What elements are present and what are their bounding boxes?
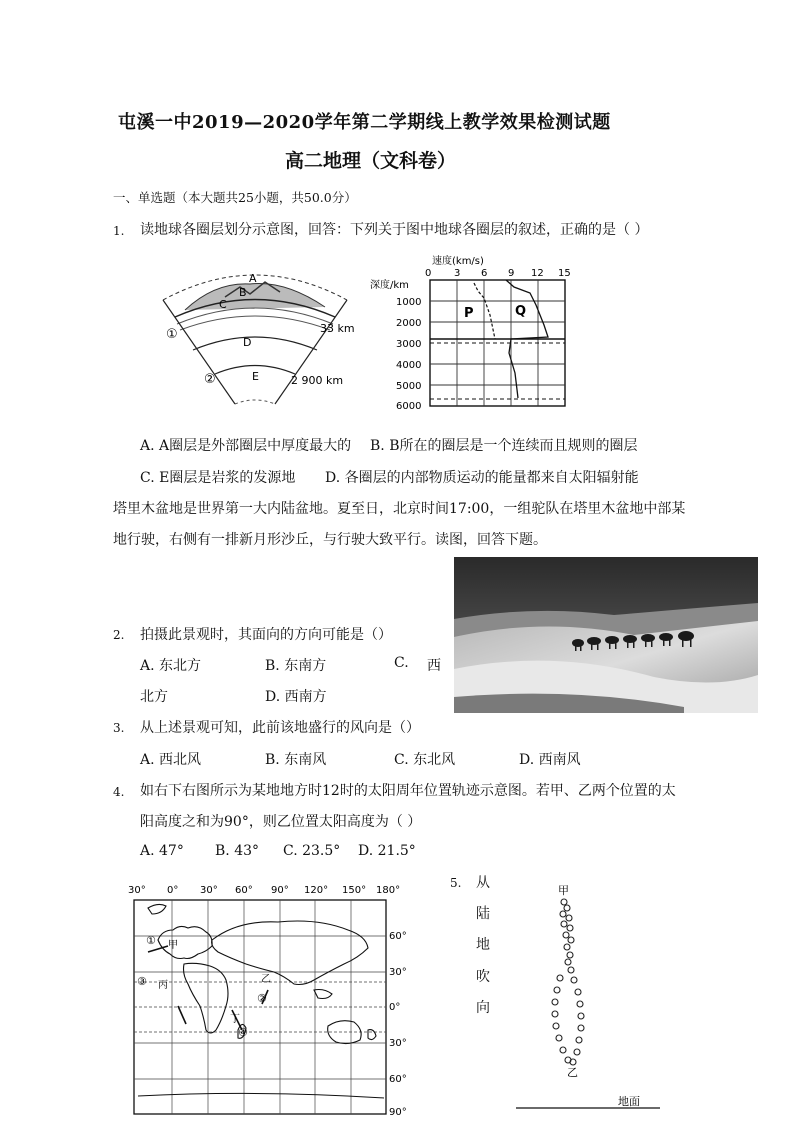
layer-label-e: E <box>252 370 259 383</box>
x-tick-15: 15 <box>558 268 571 279</box>
layer-label-b: B <box>239 286 247 299</box>
q2-option-d: D. 西南方 <box>265 689 327 705</box>
lon-label-150e: 150° <box>342 885 367 896</box>
lon-label-180: 180° <box>376 885 401 896</box>
q2-number: 2. <box>113 628 125 642</box>
marker-4: ④ <box>238 1026 248 1039</box>
q1-stem: 读地球各圈层划分示意图，回答：下列关于图中地球各圈层的叙述，正确的是（ ） <box>140 222 649 238</box>
y-tick-2000: 2000 <box>396 318 422 329</box>
x-tick-0: 0 <box>425 268 432 279</box>
lat-label-60n: 60° <box>389 931 407 942</box>
track-label-yi: 乙 <box>567 1066 578 1079</box>
q2-stem: 拍摄此景观时，其面向的方向可能是（） <box>140 627 392 643</box>
y-tick-4000: 4000 <box>396 360 422 371</box>
exam-title: 屯溪一中2019—2020学年第二学期线上教学效果检测试题 <box>118 112 611 133</box>
lon-label-30e: 30° <box>200 885 218 896</box>
marker-ding: 丁 <box>230 1014 240 1025</box>
x-tick-3: 3 <box>454 268 461 279</box>
layer-label-c: C <box>219 298 227 311</box>
boundary-marker-1: ① <box>166 327 178 342</box>
q2-option-c-part1: 西 <box>427 658 441 674</box>
lat-label-0: 0° <box>389 1002 401 1013</box>
q5-char-4: 吹 <box>476 969 490 985</box>
curve-label-q: Q <box>515 304 527 319</box>
q5-number: 5. <box>450 876 462 890</box>
q1-number: 1. <box>113 224 125 238</box>
y-tick-6000: 6000 <box>396 401 422 412</box>
lon-label-60e: 60° <box>235 885 253 896</box>
q2-option-b: B. 东南方 <box>265 658 327 674</box>
y-tick-1000: 1000 <box>396 297 422 308</box>
q5-char-1: 从 <box>476 875 490 891</box>
q3-stem: 从上述景观可知，此前该地盛行的风向是（） <box>140 720 420 736</box>
q5-char-3: 地 <box>476 937 490 953</box>
q4-stem-line-1: 如右下右图所示为某地地方时12时的太阳周年位置轨迹示意图。若甲、乙两个位置的太 <box>140 783 676 799</box>
lon-label-120e: 120° <box>304 885 329 896</box>
q3-number: 3. <box>113 721 125 735</box>
marker-2: ② <box>257 992 267 1005</box>
ground-label: 地面 <box>618 1095 640 1108</box>
y-tick-5000: 5000 <box>396 381 422 392</box>
q2-option-c-part2: 北方 <box>140 689 168 705</box>
x-tick-9: 9 <box>508 268 515 279</box>
lon-label-0: 0° <box>167 885 179 896</box>
depth-axis-title: 深度/km <box>370 280 409 291</box>
marker-1: ① <box>146 934 156 947</box>
q1-option-b: B. B所在的圈层是一个连续而且规则的圈层 <box>370 438 638 454</box>
q4-option-b: B. 43° <box>215 843 260 859</box>
passage-line-1: 塔里木盆地是世界第一大内陆盆地。夏至日，北京时间17:00，一组驼队在塔里木盆地中部某 <box>113 501 686 517</box>
lat-label-30s: 30° <box>389 1038 407 1049</box>
marker-3: ③ <box>137 975 147 988</box>
q4-option-a: A. 47° <box>140 843 184 859</box>
q4-option-d: D. 21.5° <box>358 843 416 859</box>
y-tick-3000: 3000 <box>396 339 422 350</box>
q2-option-c: C. <box>394 655 409 671</box>
q1-option-c: C. E圈层是岩浆的发源地 <box>140 470 296 486</box>
passage-line-2: 地行驶，右侧有一排新月形沙丘，与行驶大致平行。读图，回答下题。 <box>113 532 547 548</box>
track-label-jia: 甲 <box>558 884 569 897</box>
desert-caravan-photo <box>454 557 758 713</box>
layer-label-d: D <box>243 336 252 349</box>
sun-annual-track-figure <box>510 880 670 1115</box>
q5-char-5: 向 <box>476 1000 490 1016</box>
q4-stem-line-2: 阳高度之和为90°，则乙位置太阳高度为（ ） <box>140 814 422 830</box>
q3-option-d: D. 西南风 <box>519 752 581 768</box>
world-ocean-currents-map <box>118 880 418 1123</box>
depth-label-33km: 33 km <box>320 322 355 335</box>
curve-label-p: P <box>464 306 474 321</box>
q2-option-a: A. 东北方 <box>140 658 202 674</box>
marker-yi: 乙 <box>261 974 271 985</box>
marker-bing: 丙 <box>158 980 168 991</box>
section-heading: 一、单选题（本大题共25小题，共50.0分） <box>113 190 357 205</box>
lat-label-90s: 90° <box>389 1107 407 1118</box>
q3-option-a: A. 西北风 <box>140 752 202 768</box>
layer-label-a: A <box>249 272 257 285</box>
q4-number: 4. <box>113 785 125 799</box>
q3-option-c: C. 东北风 <box>394 752 456 768</box>
lat-label-30n: 30° <box>389 967 407 978</box>
earth-layers-figure <box>155 262 355 412</box>
boundary-marker-2: ② <box>204 372 216 387</box>
seismic-velocity-figure <box>368 253 578 413</box>
q1-option-a: A. A圈层是外部圈层中厚度最大的 <box>140 438 352 454</box>
x-tick-6: 6 <box>481 268 488 279</box>
x-tick-12: 12 <box>531 268 544 279</box>
q5-char-2: 陆 <box>476 906 490 922</box>
q1-option-d: D. 各圈层的内部物质运动的能量都来自太阳辐射能 <box>325 470 639 486</box>
lon-label-90e: 90° <box>271 885 289 896</box>
q3-option-b: B. 东南风 <box>265 752 327 768</box>
q4-option-c: C. 23.5° <box>283 843 341 859</box>
lon-label-30w: 30° <box>128 885 146 896</box>
depth-label-2900km: 2 900 km <box>291 374 344 387</box>
marker-jia: 甲 <box>168 940 178 951</box>
exam-subtitle: 高二地理（文科卷） <box>285 150 457 172</box>
velocity-axis-title: 速度(km/s) <box>432 256 484 267</box>
lat-label-60s: 60° <box>389 1074 407 1085</box>
